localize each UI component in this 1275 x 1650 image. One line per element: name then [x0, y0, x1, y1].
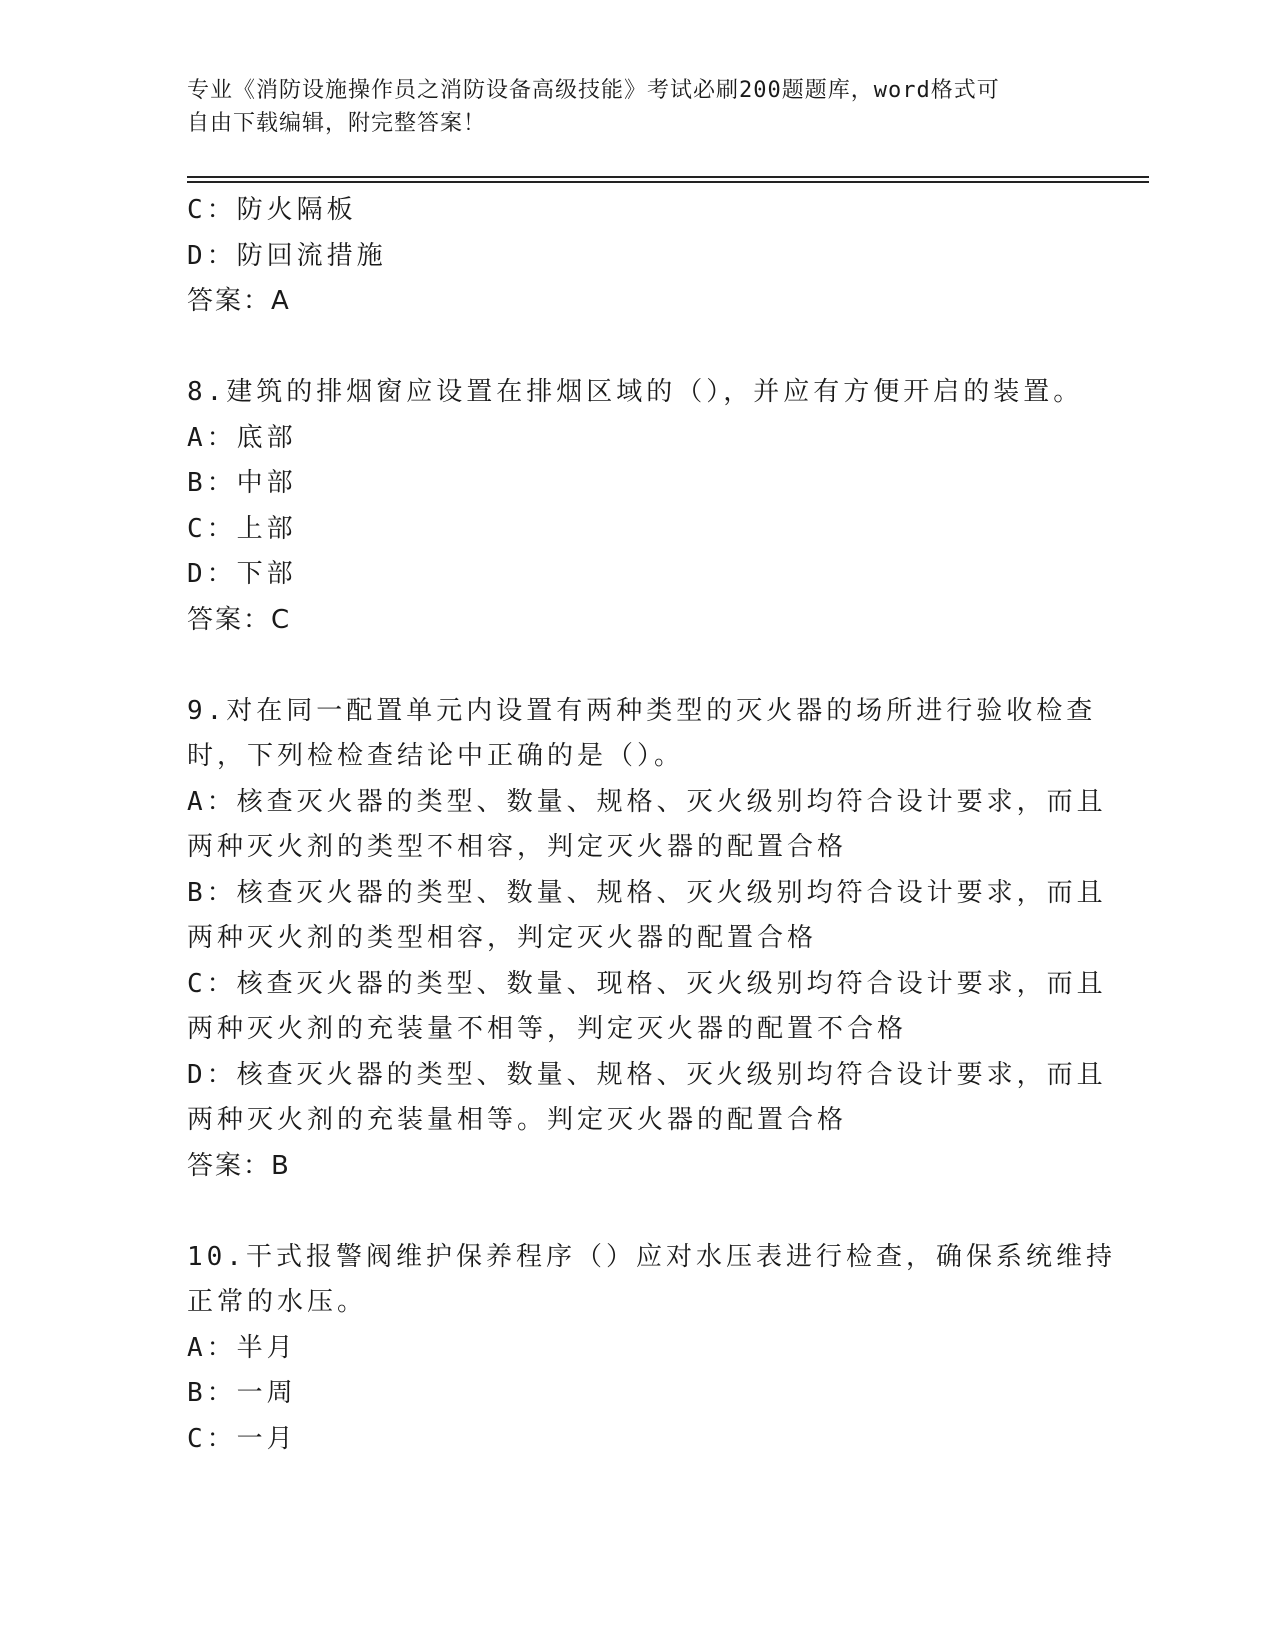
q9-option-a-line-2: 两种灭火剂的类型不相容，判定灭火器的配置合格: [187, 832, 848, 862]
q9-option-c-line-1: C：核查灭火器的类型、数量、现格、灭火级别均符合设计要求，而且: [187, 968, 1107, 999]
question-spacer: [187, 325, 1087, 371]
q10-option-b: B：一周: [187, 1378, 297, 1408]
q9-option-d-line-2: 两种灭火剂的充装量相等。判定灭火器的配置合格: [187, 1105, 848, 1135]
q9-option-a-line-1: A：核查灭火器的类型、数量、规格、灭火级别均符合设计要求，而且: [187, 786, 1107, 817]
question-8: [187, 370, 1087, 643]
q7-answer: 答案：A: [187, 286, 291, 316]
q8-option-d: D：下部: [187, 559, 297, 589]
q8-answer: 答案：C: [187, 604, 292, 635]
question-spacer: [187, 1189, 1087, 1235]
header-title-line-2: 自由下载编辑，附完整答案！: [187, 111, 487, 136]
header-title-line-1: 专业《消防设施操作员之消防设备高级技能》考试必刷200题题库，word格式可: [187, 78, 1000, 103]
header-divider-bottom: [187, 181, 1149, 183]
question-list: [187, 188, 1116, 1462]
header-divider-top: [187, 176, 1149, 178]
q10-stem-line-2: 正常的水压。: [187, 1287, 368, 1317]
q9-option-c-line-2: 两种灭火剂的充装量不相等，判定灭火器的配置不合格: [187, 1014, 908, 1044]
question-spacer: [187, 643, 1087, 689]
q9-option-d-line-1: D：核查灭火器的类型、数量、规格、灭火级别均符合设计要求，而且: [187, 1059, 1107, 1090]
q9-answer: 答案：B: [187, 1150, 291, 1181]
q7-option-d: D：防回流措施: [187, 240, 387, 271]
q10-option-a: A：半月: [187, 1332, 297, 1363]
q9-option-b-line-1: B：核查灭火器的类型、数量、规格、灭火级别均符合设计要求，而且: [187, 877, 1107, 908]
question-9: [187, 689, 1107, 1190]
q10-option-c: C：一月: [187, 1423, 297, 1454]
q8-option-a: A：底部: [187, 422, 297, 453]
q7-option-c: C：防火隔板: [187, 195, 357, 225]
question-10: [187, 1235, 1116, 1463]
q10-stem-line-1: 10.干式报警阀维护保养程序（）应对水压表进行检查，确保系统维持: [187, 1241, 1116, 1272]
q8-option-b: B：中部: [187, 468, 297, 498]
q9-stem-line-2: 时，下列检检查结论中正确的是（）。: [187, 741, 685, 771]
q9-option-b-line-2: 两种灭火剂的类型相容，判定灭火器的配置合格: [187, 923, 818, 953]
document-header: [187, 74, 1067, 140]
q8-option-c: C：上部: [187, 513, 297, 544]
question-7-tail: [187, 188, 1087, 325]
q9-stem-line-1: 9.对在同一配置单元内设置有两种类型的灭火器的场所进行验收检查: [187, 695, 1097, 726]
q8-stem: 8.建筑的排烟窗应设置在排烟区域的（），并应有方便开启的装置。: [187, 377, 1084, 407]
